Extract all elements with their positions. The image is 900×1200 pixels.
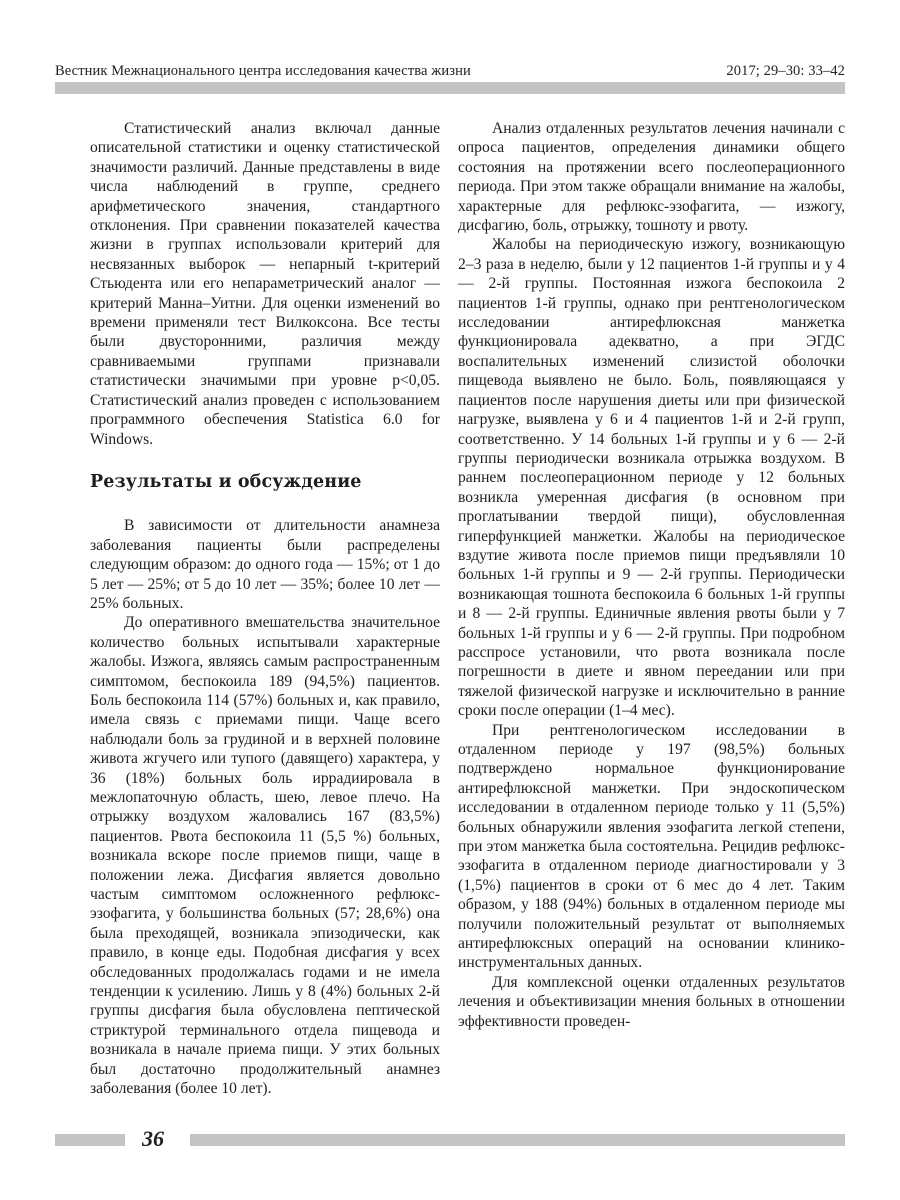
body-paragraph: Жалобы на периодическую изжогу, возникающую 2–3 раза в неделю, были у 12 пациентов 1-й группы и у 4 — 2-й группы. Постоянная изжога беспокоила 2 пациентов 1-й группы, однако при рентгенологическом исследовании антирефлюксная манжетка функционировала адекватно, а при ЭГДС воспалительных изменений слизистой оболочки пищевода выявлено не было. Боль, появляющаяся у пациентов после нарушения диеты или при физической нагрузке, выявлена у 6 и 4 пациентов 1-й и 2-й групп, соответственно. У 14 больных 1-й группы и у 6 — 2-й группы периодически возникала отрыжка воздухом. В раннем послеоперационном периоде у 12 больных возникла умеренная дисфагия (в основном при проглатывании твердой пищи), обусловленная гиперфункцией манжетки. Жалобы на периодическое вздутие живота после приемов пищи предъявляли 10 больных 1-й группы и 9 — 2-й группы. Периодически возникающая тошнота беспокоила 6 больных 1-й группы и 8 — 2-й группы. Единичные явления рвоты были у 7 больных 1-й группы и у 6 — 2-й группы. При подробном расспросе установили, что рвота возникала после погрешности в диете и явном переедании или при тяжелой физической нагрузке и исключительно в ранние сроки после операции (1–4 мес). [458,236,845,720]
header-rule [55,82,845,94]
left-column [90,119,440,1099]
body-paragraph: При рентгенологическом исследовании в отдаленном периоде у 197 (98,5%) больных подтверждено нормальное функционирование антирефлюксной манжетки. При эндоскопическом исследовании в отдаленном периоде только у 11 (5,5%) больных обнаружили явления эзофагита легкой степени, при этом манжетка была состоятельна. Рецидив рефлюкс-эзофагита в отдаленном периоде диагностировали у 3 (1,5%) пациентов в сроки от 6 мес до 4 лет. Таким образом, у 188 (94%) больных в отдаленном периоде мы получили положительный результат от выполняемых антирефлюксных операций на основании клинико-инструментальных данных. [458,721,845,972]
body-paragraph: В зависимости от длительности анамнеза заболевания пациенты были распределены следующим образом: до одного года — 15%; от 1 до 5 лет — 25%; от 5 до 10 лет — 35%; более 10 лет — 25% больных. [90,517,440,612]
section-heading: Результаты и обсуждение [90,471,362,492]
footer-rule-left [55,1134,125,1146]
body-paragraph: Анализ отдаленных результатов лечения начинали с опроса пациентов, определения динамики общего состояния на протяжении всего послеоперационного периода. При этом также обращали внимание на жалобы, характерные для рефлюкс-эзофагита, — изжогу, дисфагию, боль, отрыжку, тошноту и рвоту. [458,120,845,235]
journal-title: Вестник Межнационального центра исследования качества жизни [55,63,471,79]
methods-paragraph: Статистический анализ включал данные описательной статистики и оценку статистической значимости различий. Данные представлены в виде числа наблюдений в группе, среднего арифметического значения, стандартного отклонения. При сравнении показателей качества жизни в группах использовали критерий для несвязанных выборок — непарный t-критерий Стьюдента или его непараметрический аналог — критерий Манна–Уитни. Для оценки изменений во времени применяли тест Вилкоксона. Все тесты были двусторонними, различия между сравниваемыми группами признавали статистически значимыми при уровне p<0,05. Статистический анализ проведен с использованием программного обеспечения Statistica 6.0 for Windows. [90,120,440,448]
running-header [55,58,845,80]
page-number: 36 [142,1126,164,1151]
footer-rule-right [190,1134,845,1146]
right-column [458,119,845,1031]
issue-info: 2017; 29–30: 33–42 [726,63,845,79]
body-paragraph: Для комплексной оценки отдаленных результатов лечения и объективизации мнения больных в отношении эффективности проведен- [458,973,845,1030]
body-paragraph: До оперативного вмешательства значительное количество больных испытывали характерные жалобы. Изжога, являясь самым распространенным симптомом, беспокоила 189 (94,5%) пациентов. Боль беспокоила 114 (57%) больных и, как правило, имела связь с приемами пищи. Чаще всего наблюдали боль за грудиной и в верхней половине живота жгучего или тупого (давящего) характера, у 36 (18%) больных боль иррадиировала в межлопаточную область, шею, левое плечо. На отрыжку воздухом жаловались 167 (83,5%) пациентов. Рвота беспокоила 11 (5,5 %) больных, возникала вскоре после приемов пищи, чаще в положении лежа. Дисфагия является довольно частым симптомом осложненного рефлюкс-эзофагита, у большинства больных (57; 28,6%) она была преходящей, возникала эпизодически, как правило, в конце еды. Подобная дисфагия у всех обследованных продолжалась годами и не имела тенденции к усилению. Лишь у 8 (4%) больных 2-й группы дисфагия была обусловлена пептической стриктурой терминального отдела пищевода и возникала в начале приема пищи. У этих больных был достаточно продолжительный анамнез заболевания (более 10 лет). [90,614,440,1098]
